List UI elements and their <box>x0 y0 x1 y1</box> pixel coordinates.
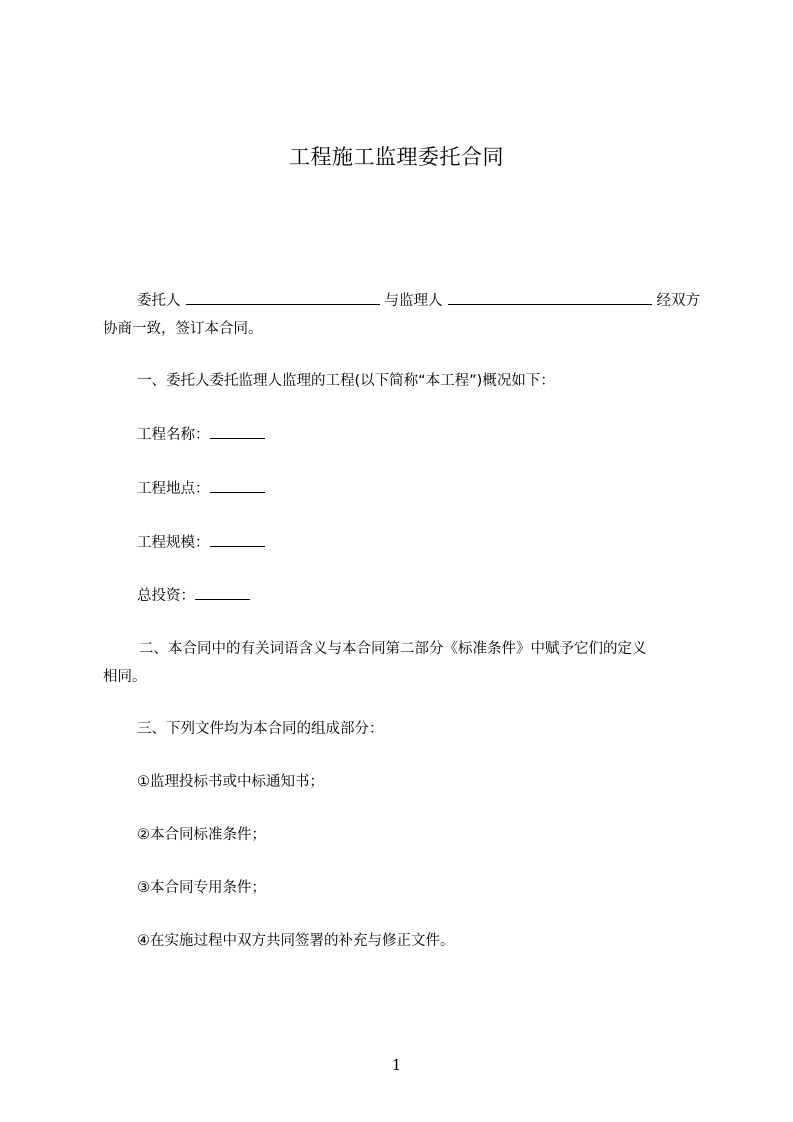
field-label: 总投资： <box>137 588 195 604</box>
intro-tail-1: 经双方 <box>656 293 700 309</box>
page-number: 1 <box>391 1056 402 1074</box>
document-item <box>103 874 700 902</box>
document-item <box>103 821 700 849</box>
intro-line-2: 协商一致，签订本合同。 <box>103 321 263 337</box>
document-item-text: ③本合同专用条件； <box>137 880 266 896</box>
field-project-name <box>103 421 700 449</box>
supervisor-blank <box>448 290 652 305</box>
clause-2-line-2: 相同。 <box>103 669 147 685</box>
document-item-text: ②本合同标准条件； <box>137 827 266 843</box>
field-label: 工程规模： <box>137 535 210 551</box>
client-blank <box>186 290 380 305</box>
document-item-text: ④在实施过程中双方共同签署的补充与修正文件。 <box>137 933 455 949</box>
field-label: 工程地点： <box>137 481 210 497</box>
field-blank <box>210 424 265 439</box>
supervisor-label: 与监理人 <box>384 293 443 309</box>
intro-paragraph <box>103 287 700 343</box>
intro-line-1 <box>103 287 700 315</box>
field-blank <box>210 478 265 493</box>
client-label: 委托人 <box>137 293 181 309</box>
field-project-scale <box>103 529 700 557</box>
document-item-text: ①监理投标书或中标通知书； <box>137 774 324 790</box>
clause-2 <box>103 635 700 691</box>
field-label: 工程名称： <box>137 427 210 443</box>
clause-1-text: 一、委托人委托监理人监理的工程(以下简称“本工程”)概况如下： <box>137 373 555 389</box>
field-blank <box>210 532 265 547</box>
clause-3 <box>103 715 700 743</box>
document-title: 工程施工监理委托合同 <box>289 145 504 169</box>
document-item <box>103 927 700 955</box>
field-blank <box>195 585 250 600</box>
clause-1 <box>103 367 700 395</box>
field-project-location <box>103 475 700 503</box>
field-total-investment <box>103 582 700 610</box>
clause-2-line-1: 二、本合同中的有关词语含义与本合同第二部分《标准条件》中赋予它们的定义 <box>139 641 647 657</box>
clause-3-text: 三、下列文件均为本合同的组成部分： <box>137 721 384 737</box>
document-item <box>103 768 700 796</box>
